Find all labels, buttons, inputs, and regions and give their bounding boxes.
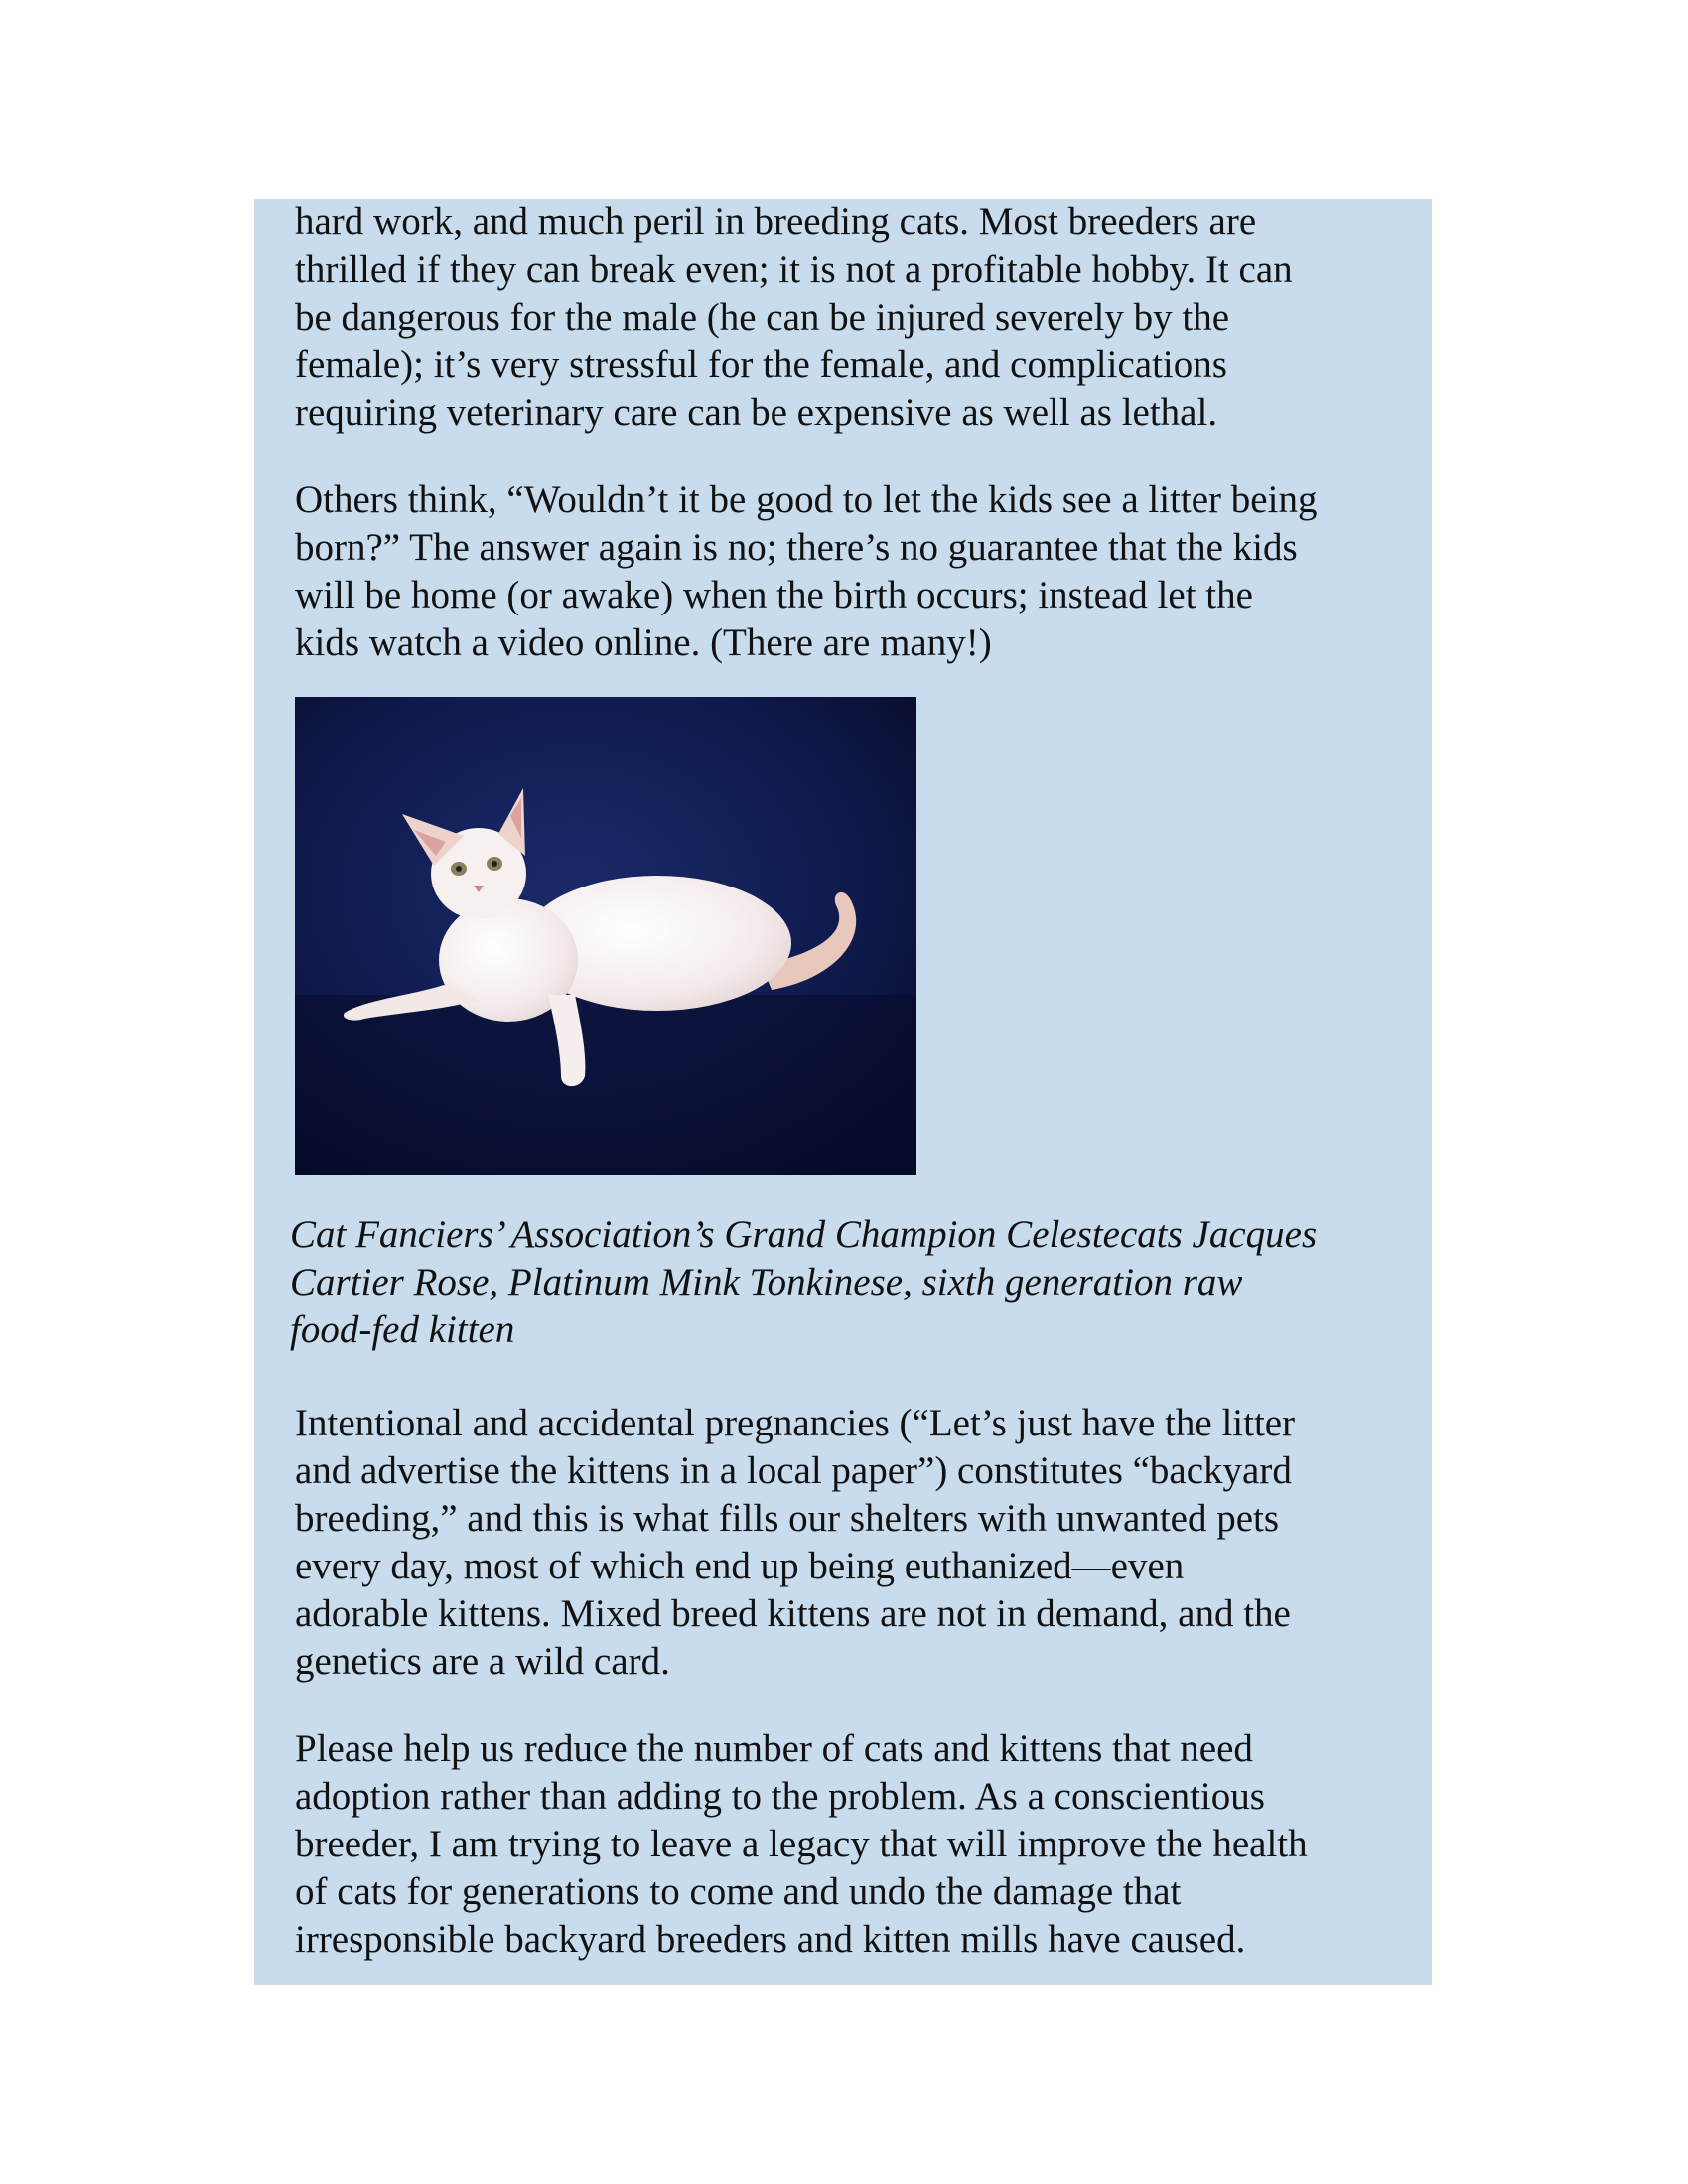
paragraph-please-help: Please help us reduce the number of cats and kittens that need adoption rather than adding to the problem. As a conscientious breeder, I am trying to leave a legacy that will improve the health of cats for generations to come and undo the damage that irresponsible backyard breeders and kitten mills have caused. <box>295 1727 1308 1961</box>
paragraph-breeding-peril: hard work, and much peril in breeding cats. Most breeders are thrilled if they can break even; it is not a profitable hobby. It can be dangerous for the male (he can be injured severely by the female); it’s very stressful for the female, and complications requiring veterinary care can be expensive as well as lethal. <box>295 201 1293 434</box>
kitten-photo <box>295 697 916 1175</box>
photo-caption: Cat Fanciers’ Association’s Grand Champion Celestecats Jacques Cartier Rose, Platinum Mink Tonkinese, sixth generation raw food-fed kitten <box>290 1213 1318 1351</box>
content-panel <box>254 199 1432 1985</box>
paragraph-kids-litter: Others think, “Wouldn’t it be good to let the kids see a litter being born?” The answer again is no; there’s no guarantee that the kids will be home (or awake) when the birth occurs; instead let the kids watch a video online. (There are many!) <box>295 478 1318 664</box>
paragraph-backyard-breeding: Intentional and accidental pregnancies (“Let’s just have the litter and advertise the kittens in a local paper”) constitutes “backyard breeding,” and this is what fills our shelters with unwanted pets every day, most of which end up being euthanized—even adorable kittens. Mixed breed kittens are not in demand, and the genetics are a wild card. <box>295 1402 1296 1683</box>
